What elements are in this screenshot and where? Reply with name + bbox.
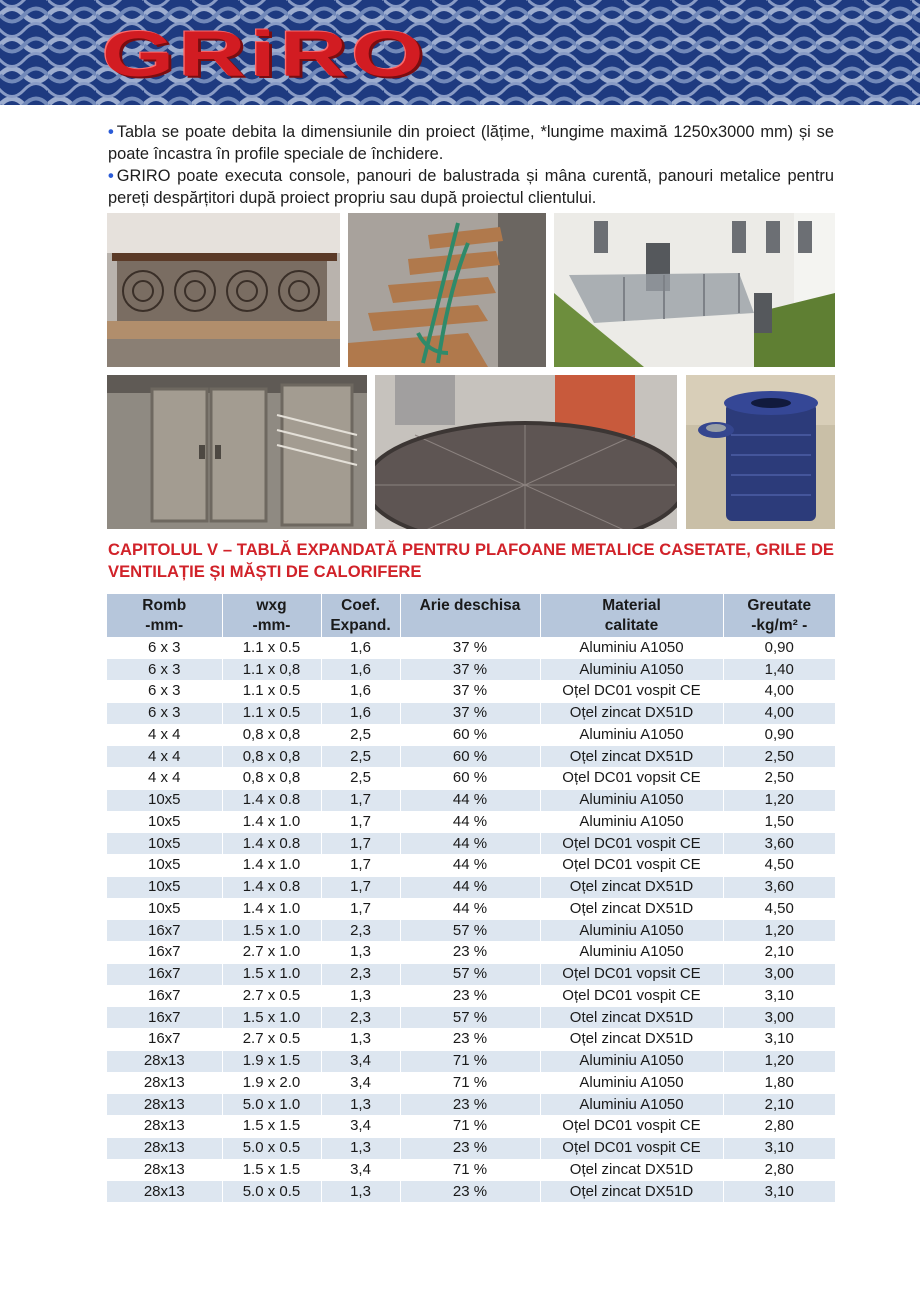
- cell-romb: 28x13: [107, 1116, 222, 1138]
- cell-arie: 60 %: [400, 768, 540, 790]
- table-row: [107, 1181, 835, 1203]
- cell-wxg: 0,8 x 0,8: [222, 746, 321, 768]
- cell-material: Oțel zincat DX51D: [540, 1029, 723, 1051]
- spec-table: [107, 594, 835, 1203]
- cell-arie: 60 %: [400, 746, 540, 768]
- intro-text: [108, 121, 834, 209]
- cell-greutate: 3,00: [723, 963, 835, 985]
- cell-material: Aluminiu A1050: [540, 1072, 723, 1094]
- cell-romb: 6 x 3: [107, 702, 222, 724]
- photo-mesh-trash-bin: [686, 375, 835, 529]
- cell-wxg: 1.4 x 1.0: [222, 855, 321, 877]
- cell-romb: 28x13: [107, 1137, 222, 1159]
- header-greutate: Greutate -kg/m² -: [723, 594, 835, 637]
- cell-coef: 1,3: [321, 1181, 400, 1203]
- cell-romb: 10x5: [107, 789, 222, 811]
- table-row: [107, 702, 835, 724]
- table-row: [107, 1137, 835, 1159]
- cell-material: Oțel DC01 vopsit CE: [540, 963, 723, 985]
- cell-coef: 1,6: [321, 702, 400, 724]
- table-row: [107, 855, 835, 877]
- cell-arie: 23 %: [400, 942, 540, 964]
- cell-material: Aluminiu A1050: [540, 811, 723, 833]
- table-row: [107, 1029, 835, 1051]
- cell-arie: 37 %: [400, 659, 540, 681]
- cell-coef: 1,6: [321, 659, 400, 681]
- table-row: [107, 681, 835, 703]
- cell-romb: 4 x 4: [107, 746, 222, 768]
- cell-material: Oțel DC01 vospit CE: [540, 985, 723, 1007]
- table-row: [107, 833, 835, 855]
- table-row: [107, 985, 835, 1007]
- cell-greutate: 3,10: [723, 1029, 835, 1051]
- cell-romb: 16x7: [107, 1029, 222, 1051]
- cell-arie: 23 %: [400, 985, 540, 1007]
- cell-material: Oțel zincat DX51D: [540, 1181, 723, 1203]
- cell-arie: 57 %: [400, 1007, 540, 1029]
- cell-greutate: 4,50: [723, 898, 835, 920]
- table-row: [107, 920, 835, 942]
- cell-coef: 1,7: [321, 833, 400, 855]
- cell-arie: 71 %: [400, 1116, 540, 1138]
- cell-coef: 1,3: [321, 1137, 400, 1159]
- cell-romb: 16x7: [107, 963, 222, 985]
- table-row: [107, 724, 835, 746]
- header-arie-deschisa: Arie deschisa: [400, 594, 540, 637]
- cell-wxg: 1.4 x 0.8: [222, 833, 321, 855]
- table-row: [107, 898, 835, 920]
- cell-romb: 16x7: [107, 1007, 222, 1029]
- cell-wxg: 1.4 x 1.0: [222, 898, 321, 920]
- cell-arie: 44 %: [400, 833, 540, 855]
- cell-wxg: 2.7 x 0.5: [222, 1029, 321, 1051]
- table-row: [107, 768, 835, 790]
- griro-logo: GRiRO: [102, 18, 428, 90]
- cell-wxg: 1.1 x 0.5: [222, 637, 321, 659]
- cell-coef: 1,7: [321, 789, 400, 811]
- cell-greutate: 2,10: [723, 1094, 835, 1116]
- cell-coef: 3,4: [321, 1050, 400, 1072]
- cell-arie: 71 %: [400, 1050, 540, 1072]
- cell-romb: 10x5: [107, 855, 222, 877]
- cell-material: Oțel DC01 vospit CE: [540, 1116, 723, 1138]
- cell-romb: 16x7: [107, 920, 222, 942]
- cell-wxg: 1.9 x 1.5: [222, 1050, 321, 1072]
- cell-greutate: 0,90: [723, 637, 835, 659]
- photo-mesh-doors: [107, 375, 367, 529]
- header-romb: Romb -mm-: [107, 594, 222, 637]
- table-row: [107, 1159, 835, 1181]
- cell-coef: 1,6: [321, 681, 400, 703]
- cell-arie: 23 %: [400, 1181, 540, 1203]
- cell-greutate: 1,20: [723, 920, 835, 942]
- cell-greutate: 1,80: [723, 1072, 835, 1094]
- cell-wxg: 1.5 x 1.5: [222, 1116, 321, 1138]
- cell-greutate: 3,10: [723, 1137, 835, 1159]
- cell-arie: 37 %: [400, 637, 540, 659]
- cell-coef: 3,4: [321, 1159, 400, 1181]
- cell-greutate: 4,50: [723, 855, 835, 877]
- cell-coef: 2,5: [321, 768, 400, 790]
- cell-greutate: 3,10: [723, 985, 835, 1007]
- cell-material: Aluminiu A1050: [540, 942, 723, 964]
- cell-romb: 10x5: [107, 833, 222, 855]
- table-row: [107, 942, 835, 964]
- cell-material: Oțel zincat DX51D: [540, 1159, 723, 1181]
- spec-table-body: [107, 637, 835, 1203]
- cell-wxg: 5.0 x 1.0: [222, 1094, 321, 1116]
- cell-coef: 1,7: [321, 876, 400, 898]
- table-row: [107, 659, 835, 681]
- cell-greutate: 1,40: [723, 659, 835, 681]
- cell-romb: 28x13: [107, 1159, 222, 1181]
- cell-wxg: 2.7 x 0.5: [222, 985, 321, 1007]
- cell-material: Oțel zincat DX51D: [540, 876, 723, 898]
- cell-greutate: 2,10: [723, 942, 835, 964]
- cell-greutate: 3,00: [723, 1007, 835, 1029]
- cell-wxg: 1.5 x 1.5: [222, 1159, 321, 1181]
- intro-paragraph-1: • Tabla se poate debita la dimensiunile din proiect (lățime, *lungime maximă 1250x3000 mm) și se poate încastra în profile speciale de închidere.: [108, 123, 834, 163]
- cell-coef: 1,3: [321, 985, 400, 1007]
- cell-material: Aluminiu A1050: [540, 659, 723, 681]
- cell-greutate: 1,20: [723, 789, 835, 811]
- cell-material: Oțel zincat DX51D: [540, 746, 723, 768]
- cell-wxg: 1.5 x 1.0: [222, 1007, 321, 1029]
- table-row: [107, 1094, 835, 1116]
- table-row: [107, 1007, 835, 1029]
- cell-romb: 6 x 3: [107, 659, 222, 681]
- cell-greutate: 3,60: [723, 876, 835, 898]
- cell-romb: 28x13: [107, 1094, 222, 1116]
- cell-arie: 71 %: [400, 1159, 540, 1181]
- chapter-heading: CAPITOLUL V – TABLĂ EXPANDATĂ PENTRU PLAFOANE METALICE CASETATE, GRILE DE VENTILAȚIE ȘI MĂȘTI DE CALORIFERE: [108, 540, 834, 581]
- cell-arie: 44 %: [400, 898, 540, 920]
- cell-material: Oțel DC01 vospit CE: [540, 681, 723, 703]
- cell-arie: 37 %: [400, 681, 540, 703]
- cell-arie: 37 %: [400, 702, 540, 724]
- cell-wxg: 1.5 x 1.0: [222, 963, 321, 985]
- cell-romb: 6 x 3: [107, 681, 222, 703]
- table-row: [107, 963, 835, 985]
- photo-mesh-patio-table: [375, 375, 677, 529]
- cell-wxg: 5.0 x 0.5: [222, 1137, 321, 1159]
- cell-material: Otel zincat DX51D: [540, 1007, 723, 1029]
- cell-greutate: 3,10: [723, 1181, 835, 1203]
- cell-romb: 10x5: [107, 811, 222, 833]
- cell-coef: 1,7: [321, 898, 400, 920]
- cell-greutate: 0,90: [723, 724, 835, 746]
- cell-coef: 2,5: [321, 724, 400, 746]
- table-header-row: [107, 594, 835, 637]
- cell-arie: 23 %: [400, 1137, 540, 1159]
- cell-wxg: 1.9 x 2.0: [222, 1072, 321, 1094]
- cell-coef: 2,3: [321, 1007, 400, 1029]
- table-row: [107, 746, 835, 768]
- cell-greutate: 4,00: [723, 681, 835, 703]
- cell-coef: 2,3: [321, 963, 400, 985]
- cell-romb: 4 x 4: [107, 768, 222, 790]
- cell-coef: 3,4: [321, 1072, 400, 1094]
- bullet-icon: •: [108, 167, 114, 185]
- table-row: [107, 1072, 835, 1094]
- cell-wxg: 0,8 x 0,8: [222, 768, 321, 790]
- cell-wxg: 1.1 x 0,8: [222, 659, 321, 681]
- cell-greutate: 3,60: [723, 833, 835, 855]
- cell-material: Oțel DC01 vospit CE: [540, 855, 723, 877]
- cell-romb: 10x5: [107, 876, 222, 898]
- bullet-icon: •: [108, 123, 114, 141]
- cell-romb: 28x13: [107, 1181, 222, 1203]
- cell-wxg: 0,8 x 0,8: [222, 724, 321, 746]
- cell-material: Oțel zincat DX51D: [540, 702, 723, 724]
- cell-coef: 3,4: [321, 1116, 400, 1138]
- cell-material: Oțel DC01 vopsit CE: [540, 768, 723, 790]
- cell-greutate: 2,50: [723, 768, 835, 790]
- cell-arie: 23 %: [400, 1029, 540, 1051]
- table-row: [107, 811, 835, 833]
- cell-arie: 71 %: [400, 1072, 540, 1094]
- cell-wxg: 2.7 x 1.0: [222, 942, 321, 964]
- cell-material: Oțel DC01 vospit CE: [540, 1137, 723, 1159]
- cell-romb: 16x7: [107, 985, 222, 1007]
- cell-material: Aluminiu A1050: [540, 724, 723, 746]
- cell-arie: 44 %: [400, 811, 540, 833]
- cell-coef: 1,3: [321, 1029, 400, 1051]
- cell-material: Aluminiu A1050: [540, 1050, 723, 1072]
- cell-greutate: 2,50: [723, 746, 835, 768]
- cell-coef: 1,7: [321, 811, 400, 833]
- cell-wxg: 5.0 x 0.5: [222, 1181, 321, 1203]
- cell-wxg: 1.4 x 0.8: [222, 789, 321, 811]
- cell-wxg: 1.4 x 1.0: [222, 811, 321, 833]
- cell-material: Aluminiu A1050: [540, 789, 723, 811]
- cell-wxg: 1.1 x 0.5: [222, 702, 321, 724]
- cell-material: Aluminiu A1050: [540, 1094, 723, 1116]
- cell-material: Aluminiu A1050: [540, 637, 723, 659]
- cell-arie: 44 %: [400, 855, 540, 877]
- table-row: [107, 1116, 835, 1138]
- cell-romb: 10x5: [107, 898, 222, 920]
- cell-coef: 1,3: [321, 942, 400, 964]
- cell-coef: 1,3: [321, 1094, 400, 1116]
- cell-arie: 57 %: [400, 963, 540, 985]
- cell-arie: 57 %: [400, 920, 540, 942]
- cell-romb: 6 x 3: [107, 637, 222, 659]
- cell-arie: 44 %: [400, 876, 540, 898]
- cell-romb: 4 x 4: [107, 724, 222, 746]
- table-row: [107, 789, 835, 811]
- cell-coef: 2,3: [321, 920, 400, 942]
- cell-material: Oțel zincat DX51D: [540, 898, 723, 920]
- cell-coef: 2,5: [321, 746, 400, 768]
- cell-coef: 1,7: [321, 855, 400, 877]
- cell-material: Oțel DC01 vospit CE: [540, 833, 723, 855]
- photo-decorative-railing-panels: [107, 213, 340, 367]
- table-row: [107, 876, 835, 898]
- cell-wxg: 1.4 x 0.8: [222, 876, 321, 898]
- photo-balcony-railing-render: [554, 213, 835, 367]
- header-wxg: wxg -mm-: [222, 594, 321, 637]
- cell-arie: 44 %: [400, 789, 540, 811]
- cell-greutate: 4,00: [723, 702, 835, 724]
- intro-paragraph-2: • GRIRO poate executa console, panouri de balustrada și mâna curentă, panouri metalice pentru pereți despărțitori după proiect propriu sau după proiectul clientului.: [108, 167, 834, 207]
- cell-greutate: 1,50: [723, 811, 835, 833]
- cell-wxg: 1.5 x 1.0: [222, 920, 321, 942]
- cell-arie: 23 %: [400, 1094, 540, 1116]
- cell-wxg: 1.1 x 0.5: [222, 681, 321, 703]
- header-banner: [0, 0, 920, 105]
- photo-staircase-handrail: [348, 213, 546, 367]
- header-material: Material calitate: [540, 594, 723, 637]
- cell-material: Aluminiu A1050: [540, 920, 723, 942]
- table-row: [107, 637, 835, 659]
- cell-romb: 16x7: [107, 942, 222, 964]
- table-row: [107, 1050, 835, 1072]
- cell-coef: 1,6: [321, 637, 400, 659]
- cell-greutate: 1,20: [723, 1050, 835, 1072]
- header-coef-expand: Coef. Expand.: [321, 594, 400, 637]
- cell-greutate: 2,80: [723, 1116, 835, 1138]
- cell-arie: 60 %: [400, 724, 540, 746]
- cell-romb: 28x13: [107, 1072, 222, 1094]
- cell-romb: 28x13: [107, 1050, 222, 1072]
- cell-greutate: 2,80: [723, 1159, 835, 1181]
